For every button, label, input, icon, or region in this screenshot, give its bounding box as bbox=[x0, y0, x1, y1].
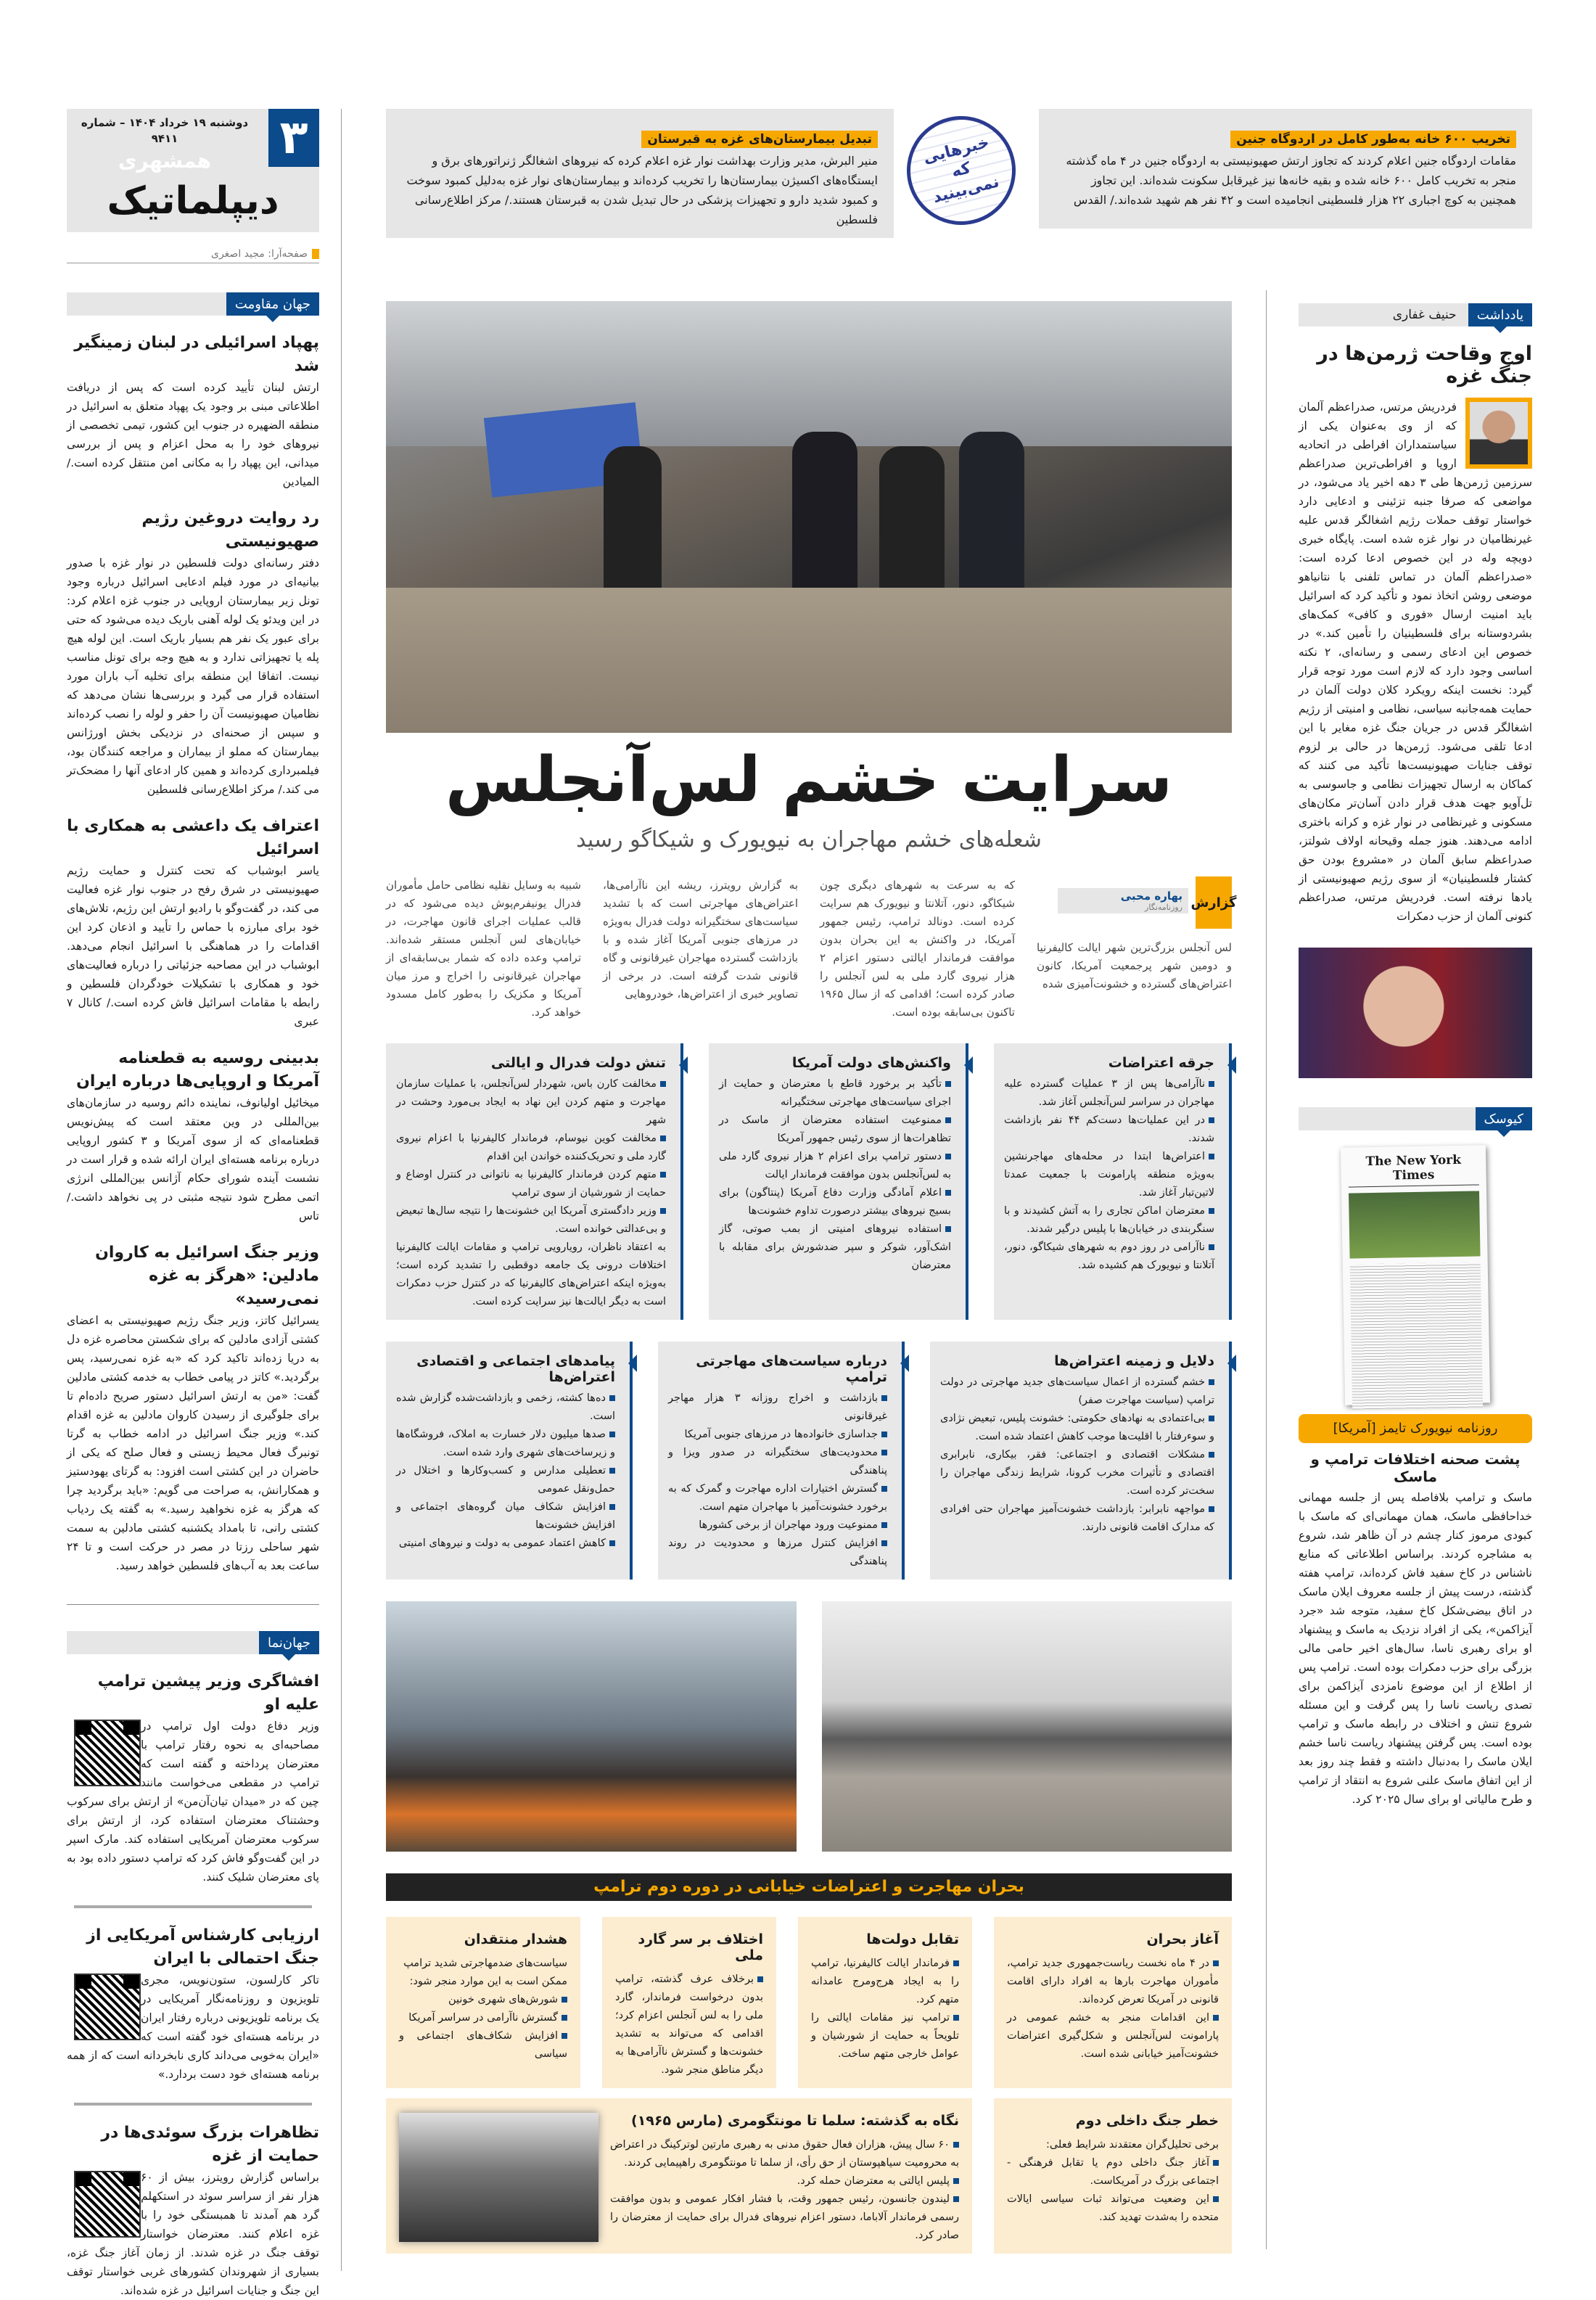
fact-box bbox=[994, 1043, 1232, 1320]
fact-item: بی‌اعتمادی به نهادهای حکومتی: خشونت پلیس، تبعیض نژادی و سوء‌رفتار با اقلیت‌ها موجب کاهش اعتماد شده است. bbox=[940, 1410, 1214, 1446]
byline bbox=[1037, 876, 1237, 929]
fact-item: شورش‌های شهری خونین bbox=[399, 1991, 567, 2009]
fact-item: متهم کردن فرماندار کالیفرنیا به ناتوانی در کنترل اوضاع و حمایت از شورشیان از سوی ترامپ bbox=[396, 1166, 666, 1202]
photo-tear-gas-protest bbox=[822, 1601, 1233, 1852]
main-story bbox=[386, 301, 1237, 2254]
fact-item: ترامپ نیز مقامات ایالتی را تلویحاً به حمایت از شورشیان و عوامل خارجی متهم ساخت. bbox=[811, 2009, 959, 2063]
section-label: کیوسک bbox=[1476, 1107, 1533, 1130]
fact-box bbox=[658, 1342, 905, 1580]
note-title: اوج وقاحت ژرمن‌ها در جنگ غزه bbox=[1317, 342, 1532, 387]
article-title: رد روایت دروغین رژیم صهیونیستی bbox=[141, 509, 319, 551]
divider bbox=[74, 2103, 312, 2106]
fact-item: در این عملیات‌ها دست‌کم ۴۴ نفر بازداشت شدند. bbox=[1004, 1112, 1214, 1148]
fact-list bbox=[811, 1955, 959, 2063]
kiosk-body: ماسک و ترامپ بلافاصله پس از جلسه مهمانی خداحافظی ماسک، همان مهمانی‌ای که ماسک با کبودی مرموز کنار چشم در آن ظاهر شد، شروع به مشاجره کردند. براساس اطلاعاتی که منابع ناشناس در کاخ سفید فاش کرده‌اند، ترامپ هفته گذشته، درست پیش از جلسه معروف ایلان ماسک در اتاق بیضی‌شکل کاخ سفید، متوجه شد «جرد آیزاکمن»، یکی از افراد نزدیک به ماسک و پیشنهاد او برای رهبری ناسا، سال‌های اخیر حامی مالی بزرگی برای حزب دمکرات بوده است. ترامپ پس از اطلاع از این موضوع نامزدی آیزاکمن برای تصدی ریاست ناسا را پس گرفت و این مسئله شروع تنش و اختلاف در رابطه ماسک و ترامپ بوده است. پس گرفتن پیشنهاد ریاست ناسا خشم ایلان ماسک را به‌دنبال داشته و فقط چند روز بعد از این اتفاق ماسک علنی شروع به انتقاد از ترامپ و طرح مالیاتی او برای سال ۲۰۲۵ کرد. bbox=[1299, 1491, 1532, 1806]
fact-item: معترضان اماکن تجاری را به آتش کشیدند و با سنگربندی در خیابان‌ها با پلیس درگیر شدند. bbox=[1004, 1202, 1214, 1239]
fact-item: ممنوعیت ورود مهاجران از برخی کشورها bbox=[668, 1516, 887, 1535]
brief-text: منیر البرش، مدیر وزارت بهداشت نوار غزه اعلام کرده که نیروهای اشغالگر ژنراتورهای برق و ایستگاه‌های اکسیژن بیمارستان‌ها را تخریب کرده‌اند و بیمارستان‌های نوار غزه به‌دلیل کمبود سوخت و کمبود شدید دارو و تجهیزات پزشکی در حال تبدیل شدن به قبرستان هستند./ مرکز اطلاع‌رسانی فلسطین bbox=[406, 154, 878, 226]
fact-list bbox=[940, 1373, 1214, 1537]
fact-item: تأکید بر برخورد قاطع با معترضان و حمایت از اجرای سیاست‌های مهاجرتی سختگیرانه bbox=[719, 1075, 951, 1112]
fact-item: این وضعیت می‌تواند ثبات سیاسی ایالات متحده را به‌شدت تهدید کند. bbox=[1007, 2190, 1219, 2227]
issue-date: دوشنبه ۱۹ خرداد ۱۴۰۴ – شماره ۹۴۱۱ bbox=[81, 116, 249, 145]
fact-item: پلیس ایالتی به معترضان حمله کرد. bbox=[610, 2172, 959, 2190]
article-title: بدبینی روسیه به قطعنامه آمریکا و اروپایی‌ها درباره ایران bbox=[76, 1049, 319, 1091]
article-title: وزیر جنگ اسرائیل به کاروان مادلین: «هرگز به غزه نمی‌رسید» bbox=[95, 1244, 319, 1308]
brief-left bbox=[386, 109, 894, 238]
publication-logo: همشهری bbox=[118, 149, 212, 173]
left-column bbox=[67, 292, 319, 2300]
fact-item: استفاده نیروهای امنیتی از بمب صوتی، گاز اشک‌آور، شوکر و سپر ضدشورش برای مقابله با معترضان bbox=[719, 1220, 951, 1275]
fact-item: افزایش شکاف‌های اجتماعی و سیاسی bbox=[399, 2027, 567, 2063]
article-columns bbox=[386, 876, 1237, 1022]
fact-item: وزیر دادگستری آمریکا این خشونت‌ها را نتیجه سال‌ها تبعیض و بی‌عدالتی خوانده است. bbox=[396, 1202, 666, 1239]
page-number: ۳ bbox=[268, 109, 319, 167]
civil-war-box bbox=[994, 2098, 1232, 2254]
photo-mlk-march bbox=[399, 2113, 598, 2242]
brief-text: مقامات اردوگاه جنین اعلام کردند که تجاوز ارتش صهیونیستی به اردوگاه جنین در ۴ ماه گذشته منجر به تخریب کامل ۶۰۰ خانه شده و بقیه خانه‌ها نیز غیرقابل سکونت شده‌اند. این تجاوز همچنین به کوچ اجباری ۲۲ هزار فلسطینی انجامیده است و ۴۲ نفر هم شهید شده‌اند./ القدس bbox=[1066, 154, 1516, 207]
fact-list bbox=[396, 1389, 615, 1553]
fact-item: این اقدامات منجر به خشم عمومی در پارامونت لس‌آنجلس و شکل‌گیری اعتراضات خشونت‌آمیز خیابانی شده است. bbox=[1007, 2009, 1219, 2063]
fact-box bbox=[386, 1342, 633, 1580]
section-logo: دیپلماتیک bbox=[107, 179, 279, 223]
fact-item: افزایش کنترل مرزها و محدودیت در روند پناهندگی bbox=[668, 1535, 887, 1571]
article-title: ارزیابی کارشناس آمریکایی از جنگ احتمالی با ایران bbox=[86, 1926, 319, 1968]
fact-item: ناآرامی‌ها پس از ۳ عملیات گسترده علیه مهاجران در سراسر لس‌آنجلس آغاز شد. bbox=[1004, 1075, 1214, 1112]
main-headline: سرایت خشم لس‌آنجلس bbox=[445, 744, 1172, 816]
box-title: آغاز بحران bbox=[1146, 1931, 1219, 1947]
right-column bbox=[1299, 303, 1532, 1809]
fact-box bbox=[709, 1043, 968, 1320]
box-title: اختلاف بر سر گارد ملی bbox=[638, 1931, 763, 1963]
fact-item: مخالفت کارن باس، شهردار لس‌آنجلس، با عملیات سازمان مهاجرت و متهم کردن این نهاد به ایجاد بی‌مورد وحشت در شهر bbox=[396, 1075, 666, 1130]
article-title: افشاگری وزیر پیشین ترامپ علیه او bbox=[97, 1672, 319, 1714]
brief-right bbox=[1039, 109, 1532, 229]
sub-headline: شعله‌های خشم مهاجران به نیویورک و شیکاگو رسید bbox=[576, 827, 1042, 853]
fact-item: لیندون جانسون، رئیس جمهور وقت، با فشار افکار عمومی و بدون موافقت رسمی فرماندار آلاباما، دستور اعزام نیروهای فدرال برای حمایت از معترضان را صادر کرد. bbox=[610, 2190, 959, 2245]
kiosk-label: روزنامه نیویورک تایمز [آمریکا] bbox=[1299, 1414, 1532, 1443]
byline-kind: گزارش bbox=[1196, 876, 1232, 929]
timeline-box bbox=[602, 1917, 776, 2088]
article-column: که به سرعت به شهرهای دیگری چون شیکاگو، دنور، آتلانتا و نیویورک هم سرایت کرده است. دونالد ترامپ، رئیس جمهور آمریکا، در واکنش به این بحران بدون موافقت فرماندار ایالتی دستور اعزام ۲ هزار نیروی گارد ملی به لس آنجلس را صادر کرده است؛ اقدامی که از سال ۱۹۶۵ تاکنون بی‌سابقه بوده است. bbox=[820, 879, 1015, 1019]
box-title: پیامدهای اجتماعی و اقتصادی اعتراض‌ها bbox=[396, 1353, 615, 1385]
photo-row bbox=[386, 1601, 1232, 1852]
section-label: جهان‌نما bbox=[259, 1631, 319, 1654]
newspaper-logo: The New York Times bbox=[1348, 1152, 1479, 1187]
article-body: تاکر کارلسون، ستون‌نویس، مجری تلویزیون و روزنامه‌نگار آمریکایی در یک برنامه تلویزیونی درباره رفتار ایران در برنامه هسته‌ای خود گفته است که «ایران به‌خوبی می‌داند کاری نابخردانه است که از همه برنامه هسته‌ای خود دست بردارد.» bbox=[67, 1974, 319, 2081]
timeline-banner: بحران مهاجرت و اعتراضات خیابانی در دوره دوم ترامپ bbox=[386, 1873, 1232, 1901]
newspaper-cover bbox=[1341, 1145, 1490, 1405]
lead-photo-police-protest bbox=[386, 301, 1232, 733]
fact-item: اعلام آمادگی وزارت دفاع آمریکا (پنتاگون) برای بسیج نیروهای بیشتر درصورت تداوم خشونت‌ها bbox=[719, 1184, 951, 1220]
fact-item: بازداشت و اخراج روزانه ۳ هزار مهاجر غیرقانونی bbox=[668, 1389, 887, 1426]
box-intro: برخی تحلیل‌گران معتقدند شرایط فعلی: bbox=[1045, 2139, 1219, 2151]
section-label: جهان مقاومت bbox=[226, 292, 319, 316]
section-header bbox=[1299, 303, 1532, 326]
fact-item: صدها میلیون دلار خسارت به املاک، فروشگاه‌ها و زیرساخت‌های شهری وارد شده است. bbox=[396, 1426, 615, 1462]
box-title: نگاه به گذشته: سلما تا مونتگومری (مارس ۱۹۶۵) bbox=[631, 2113, 959, 2129]
box-title: درباره سیاست‌های مهاجرتی ترامپ bbox=[668, 1353, 887, 1385]
timeline-box bbox=[386, 1917, 580, 2088]
box-intro: سیاست‌های ضدمهاجرتی شدید ترامپ ممکن است به این موارد منجر شود: bbox=[403, 1958, 567, 1987]
kiosk-title: پشت صحنه اختلافات ترامپ و ماسک bbox=[1310, 1450, 1521, 1485]
note-author: حنیف غفاری bbox=[1392, 308, 1457, 322]
article-column: به گزارش رویترز، ریشه این ناآرامی‌ها، اعتراض‌های مهاجرتی است که با تشدید سیاست‌های سختگیرانه دولت فدرال به‌ویژه در مرزهای جنوبی آمریکا آغاز شده و با بازداشت گسترده مهاجران غیرقانونی و گاه قانونی شدت گرفته است. در برخی از تصاویر خبری از اعتراض‌ها، خودروهایی bbox=[603, 879, 798, 1001]
section-header bbox=[67, 292, 319, 316]
fact-item: خشم گسترده از اعمال سیاست‌های جدید مهاجرتی در دولت ترامپ (سیاست مهاجرت صفر) bbox=[940, 1373, 1214, 1410]
article-body: یاسر ابوشباب که تحت کنترل و حمایت رژیم صهیونیستی در شرق رفح در جنوب نوار غزه فعالیت می کند، در گفت‌وگو با رادیو ارتش این رژیم، تلاش‌های خود برای مبارزه با حماس را تأیید و اذعان کرد این اقدامات را در هماهنگی با اسرائیل انجام می‌دهد. ابوشباب در این مصاحبه جزئیاتی را درباره فعالیت‌های خود و همکاری با تشکیلات خودگردان فلسطین و رابطه با مقامات اسرائیل فاش کرده است./ کانال ۷ عبری bbox=[67, 864, 319, 1028]
fact-box-row bbox=[386, 1043, 1232, 1320]
note-body: فردریش مرتس، صدراعظم آلمان که از وی به‌عنوان یکی از سیاستمداران افراطی در اتحادیه اروپا و افراطی‌ترین صدراعظم سرزمین ژرمن‌ها طی ۳ دهه اخیر یاد می‌شود، در مواضعی که صرفا جنبه تزئینی و ادعایی دارد خواستار توقف حملات رژیم اشغالگر قدس علیه غیرنظامیان در نوار غزه شده است. پایگاه خبری دویچه وله در این خصوص ادعا کرده است: «صدراعظم آلمان در تماس تلفنی با نتانیاهو موضعی روشن اتخاذ نمود و تأکید کرد که اسرائیل باید امنیت ارسال «فوری و کافی» کمک‌های بشردوستانه برای فلسطینیان را تأمین کند.» در خصوص این ادعای رسمی و رسانه‌ای، ۲ نکته اساسی وجود دارد که لازم است مورد توجه قرار گیرد: نخست اینکه رویکرد کلان دولت آلمان در حمایت همه‌جانبه سیاسی، نظامی و امنیتی از رژیم اشغالگر قدس در جریان جنگ غزه مغایر با این ادعا تلقی می‌شود. ژرمن‌ها در حالی بر لزوم توقف جنایات صهیونیست‌ها تأکید می کنند که کماکان به ارسال تجهیزات نظامی و جاسوسی به تل‌آویو جهت هدف قرار دادن آسان‌تر مکان‌های مسکونی و غیرنظامی در نوار غزه و کرانه باختری ادامه می‌دهند. هنوز جمله وقیحانه اولاف شولتز، صدراعظم سابق آلمان در «مشروع بودن حق کشتار فلسطینیان» از سوی رژیم صهیونیستی از یادها نرفته است. فردریش مرتس، صدراعظم کنونی آلمان از حزب دمکرات bbox=[1299, 401, 1533, 923]
author-photo bbox=[1465, 398, 1532, 469]
article-title: اعتراف یک داعشی به همکاری با اسرائیل bbox=[67, 817, 319, 858]
article-body: دفتر رسانه‌ای دولت فلسطین در نوار غزه با صدور بیانیه‌ای در مورد فیلم ادعایی اسرائیل درباره وجود تونل زیر بیمارستان اروپایی در جنوب غزه اعلام کرد: در این ویدئو یک لوله آهنی باریک دیده می‌شود که حتی برای عبور یک نفر هم بسیار باریک است. این لوله هیچ پله یا تجهیزاتی ندارد و به هیچ وجه برای تونل مناسب نیست. اتفاقا این منطقه برای تخلیه آب باران مورد استفاده قرار می گیرد و بررسی‌ها نشان می‌دهد که نظامیان صهیونیست آن را حفر و لوله را نصب کرده‌اند و سپس از صحنه‌ای در نزدیکی بخش اورژانس بیمارستان که مملو از بیماران و مراجعه کنندگان بود، فیلمبرداری کرده‌اند و همین کار ادعای آنها را مضحک‌تر می کند./ مرکز اطلاع‌رسانی فلسطین bbox=[67, 556, 319, 796]
byline-author-box bbox=[1058, 888, 1188, 913]
article-title: تظاهرات بزرگ سوئدی‌ها در حمایت از غزه bbox=[101, 2124, 319, 2165]
timeline-row bbox=[386, 1917, 1232, 2088]
fact-item: مخالفت کوین نیوسام، فرماندار کالیفرنیا با اعزام نیروی گارد ملی و تحریک‌کننده خواندن این اقدام bbox=[396, 1130, 666, 1166]
article-body: ارتش لبنان تأیید کرده است که پس از دریافت اطلاعاتی مبنی بر وجود یک پهپاد متعلق به اسرائیل در منطقه الضهیره در جنوب این کشور، تیمی تخصصی از نیروهای خود را به محل اعزام و پس از بررسی میدانی، این پهپاد را به مکانی امن منتقل کرده است./ المیادین bbox=[67, 381, 319, 488]
page-designer: صفحه‌آرا: مجید اصغری bbox=[67, 248, 319, 263]
timeline-box bbox=[798, 1917, 972, 2088]
box-title: تنش دولت فدرال و ایالتی bbox=[396, 1055, 666, 1071]
fact-box bbox=[386, 1043, 683, 1320]
masthead bbox=[67, 109, 319, 232]
fact-item: ناآرامی در روز دوم به شهرهای شیکاگو، دنور، آتلانتا و نیویورک هم کشیده شد. bbox=[1004, 1239, 1214, 1275]
photo-street-fire bbox=[386, 1601, 797, 1852]
fact-item: گسترش اختیارات اداره مهاجرت و گمرک که به برخورد خشونت‌آمیز با مهاجران متهم است. bbox=[668, 1480, 887, 1516]
article-column: لس آنجلس بزرگ‌ترین شهر ایالت کالیفرنیا و دومین شهر پرجمعیت آمریکا، کانون اعتراض‌های گسترده و خشونت‌آمیزی شده bbox=[1037, 941, 1232, 990]
brief-kicker: تبدیل بیمارستان‌های غزه به قبرستان bbox=[641, 131, 878, 148]
box-title: جرقه اعتراضات bbox=[1004, 1055, 1214, 1071]
divider bbox=[74, 1905, 312, 1908]
bottom-row bbox=[386, 2098, 1232, 2254]
box-title: واکنش‌های دولت آمریکا bbox=[719, 1055, 951, 1071]
fact-item: فرماندار ایالت کالیفرنیا، ترامپ را به ایجاد هرج‌ومرج عامدانه متهم کرد. bbox=[811, 1955, 959, 2009]
column-divider bbox=[1266, 290, 1267, 2249]
fact-item: دستور ترامپ برای اعزام ۲ هزار نیروی گارد ملی به لس‌آنجلس بدون موافقت فرماندار ایالت bbox=[719, 1148, 951, 1184]
box-title: خطر جنگ داخلی دوم bbox=[1075, 2113, 1219, 2129]
history-box bbox=[386, 2098, 972, 2254]
section-header bbox=[67, 1631, 319, 1654]
author-role: روزنامه‌نگار bbox=[1145, 903, 1182, 912]
stamp-logo: خبرهایی که نمی‌بینید bbox=[895, 104, 1027, 237]
fact-list bbox=[399, 1991, 567, 2063]
fact-list bbox=[719, 1075, 951, 1275]
timeline-box bbox=[994, 1917, 1232, 2088]
article-title: پهپاد اسرائیلی در لبنان زمینگیر شد bbox=[74, 334, 319, 375]
article-body: میخائیل اولیانوف، نماینده دائم روسیه در سازمان‌های بین‌المللی در وین معتقد است که پیش‌نویس قطعنامه‌ای که از سوی آمریکا و ۳ کشور اروپایی درباره برنامه هسته‌ای ایران ارائه شده و قرار است در نشست آینده شورای حکام آژانس بین‌المللی انرژی اتمی مطرح شود نتیجه مثبتی در پی نخواهد داشت./ تاس bbox=[67, 1096, 319, 1223]
fact-list bbox=[668, 1389, 887, 1571]
fact-item: ده‌ها کشته، زخمی و بازداشت‌شده گزارش شده است. bbox=[396, 1389, 615, 1426]
left-area bbox=[67, 109, 319, 2300]
fact-box bbox=[930, 1342, 1232, 1580]
section-label: یادداشت bbox=[1468, 303, 1532, 326]
fact-item: مواجهه نابرابر: بازداشت خشونت‌آمیز مهاجران حتی افرادی که مدارک اقامت قانونی دارند. bbox=[940, 1500, 1214, 1537]
fact-list bbox=[615, 1971, 763, 2079]
fact-item: تعطیلی مدارس و کسب‌وکارها و اختلال در حمل‌ونقل عمومی bbox=[396, 1462, 615, 1498]
brief-kicker: تخریب ۶۰۰ خانه به‌طور کامل در اردوگاه جنین bbox=[1230, 131, 1516, 148]
qr-code-icon bbox=[74, 1974, 141, 2040]
article-body: یسرائیل کاتز، وزیر جنگ رژیم صهیونیستی به اعضای کشتی آزادی مادلین که برای شکستن محاصره غزه دل به دریا زده‌اند تاکید کرد که «به غزه نمی‌رسید، پس برگردید.» کاتز در پیامی خطاب به خدمه کشتی مادلین گفت: «من به ارتش اسرائیل دستور صریح داده‌ام تا برای جلوگیری از رسیدن کاروان مادلین به غزه اقدام کند.» وزیر جنگ اسرائیل در ادامه خطاب به گرتا تونبرگ فعال محیط زیستی و فعال صلح که یکی از حاضران در این کشتی است افزود: به گرتای یهودستیز و همکارانش، به صراحت می گویم: «باید برگردید چرا که هرگز به غزه نخواهید رسید.» به گفته یک ردیاب کشتی رانی، تا بامداد یکشنبه کشتی مادلین به سمت شهر ساحلی رزتا در مصر در حرکت است و تا ۲۴ ساعت بعد به آب‌های فلسطین خواهد رسید. bbox=[67, 1314, 319, 1572]
fact-list bbox=[1004, 1075, 1214, 1275]
article-column: شبیه به وسایل نقلیه نظامی حامل مأموران فدرال یونیفرم‌پوش دیده می‌شود که در قالب عملیات اجرای قانون مهاجرت، در خیابان‌های لس آنجلس مستقر شده‌اند. ترامپ وعده داده که شمار بی‌سابقه‌ای از مهاجران غیرقانونی را اخراج و مرز میان آمریکا و مکزیک را به‌طور کامل مسدود خواهد کرد. bbox=[386, 879, 581, 1019]
fact-list bbox=[1007, 1955, 1219, 2063]
fact-box-row bbox=[386, 1342, 1232, 1580]
box-title: هشدار منتقدان bbox=[464, 1931, 567, 1947]
box-title: تقابل دولت‌ها bbox=[866, 1931, 959, 1947]
fact-item: آغاز جنگ داخلی دوم یا تقابل فرهنگی - اجتماعی بزرگ در آمریکاست. bbox=[1007, 2154, 1219, 2190]
photo-merz bbox=[1299, 948, 1532, 1078]
fact-item: جداسازی خانواده‌ها در مرزهای جنوبی آمریکا bbox=[668, 1426, 887, 1444]
fact-item: برخلاف عرف گذشته، ترامپ بدون درخواست فرماندار، گارد ملی را به لس آنجلس اعزام کرد؛ اقدامی که می‌تواند به تشدید خشونت‌ها و گسترش ناآرامی‌ها به دیگر مناطق منجر شود. bbox=[615, 1971, 763, 2079]
box-title: دلایل و زمینه اعتراض‌ها bbox=[940, 1353, 1214, 1369]
fact-item: اعتراض‌ها ابتدا در محله‌های مهاجرنشین به‌ویژه منطقه پارامونت با جمعیت عمدتا لاتین‌تبار آغاز شد. bbox=[1004, 1148, 1214, 1202]
qr-code-icon bbox=[74, 2171, 141, 2238]
fact-list bbox=[396, 1075, 666, 1239]
fact-item: افزایش شکاف میان گروه‌های اجتماعی و افزایش خشونت‌ها bbox=[396, 1498, 615, 1535]
column-divider bbox=[341, 109, 342, 2271]
fact-item: در ۴ ماه نخست ریاست‌جمهوری جدید ترامپ، مأموران مهاجرت بارها به افراد دارای اقامت قانونی در آمریکا تعرض کرده‌اند. bbox=[1007, 1955, 1219, 2009]
qr-code-icon bbox=[74, 1720, 141, 1786]
section-header bbox=[1299, 1107, 1532, 1130]
fact-item: کاهش اعتماد عمومی به دولت و نیروهای امنیتی bbox=[396, 1535, 615, 1553]
article-body: وزیر دفاع دولت اول ترامپ در مصاحبه‌ای به نحوه رفتار ترامپ با معترضان پرداخته و گفته است که ترامپ در مقطعی می‌خواست مانند چین که در «میدان تیان‌آن‌من» از ارتش برای سرکوب وحشتناک معترضان استفاده کرد، از ارتش برای سرکوب معترضان آمریکایی استفاده کند. مارک اسپر در این گفت‌وگو فاش کرد که ترامپ دستور داده بود به پای معترضان شلیک کنند. bbox=[67, 1720, 319, 1884]
fact-item: مشکلات اقتصادی و اجتماعی: فقر، بیکاری، نابرابری اقتصادی و تأثیرات مخرب کرونا، شرایط زندگی مهاجران را سخت‌تر کرده است. bbox=[940, 1446, 1214, 1500]
box-note: به اعتقاد ناظران، رویارویی ترامپ و مقامات ایالت کالیفرنیا اختلافات درونی یک جامعه دوقطبی را تشدید کرده است؛ به‌ویژه اینکه اعتراض‌های کالیفرنیا که در کنترل حزب دمکرات است به دیگر ایالت‌ها نیز سرایت کرده است. bbox=[396, 1241, 666, 1307]
fact-item: ۶۰ سال پیش، هزاران فعال حقوق مدنی به رهبری مارتین لوترکینگ در اعتراض به محرومیت سیاهپوستان از حق رأی، از سلما تا مونتگومری راهپیمایی کردند. bbox=[610, 2136, 959, 2172]
fact-item: ممنوعیت استفاده معترضان از ماسک در تظاهرات‌ها از سوی رئیس جمهور آمریکا bbox=[719, 1112, 951, 1148]
author-name: بهاره محبی bbox=[1120, 890, 1182, 903]
article-body: براساس گزارش رویترز، بیش از ۶۰ هزار نفر از سراسر سوئد در استکهلم گرد هم آمدند تا همبستگی خود را با غزه اعلام کنند. معترضان خواستار توقف جنگ در غزه شدند. از زمان آغاز جنگ غزه، بسیاری از شهروندان کشورهای غربی خواستار توقف این جنگ و جنایات اسرائیل در غزه شده‌اند. bbox=[67, 2171, 319, 2297]
fact-item: گسترش ناآرامی در سراسر آمریکا bbox=[399, 2009, 567, 2027]
fact-item: محدودیت‌های سختگیرانه در صدور ویزا و پناهندگی bbox=[668, 1444, 887, 1480]
